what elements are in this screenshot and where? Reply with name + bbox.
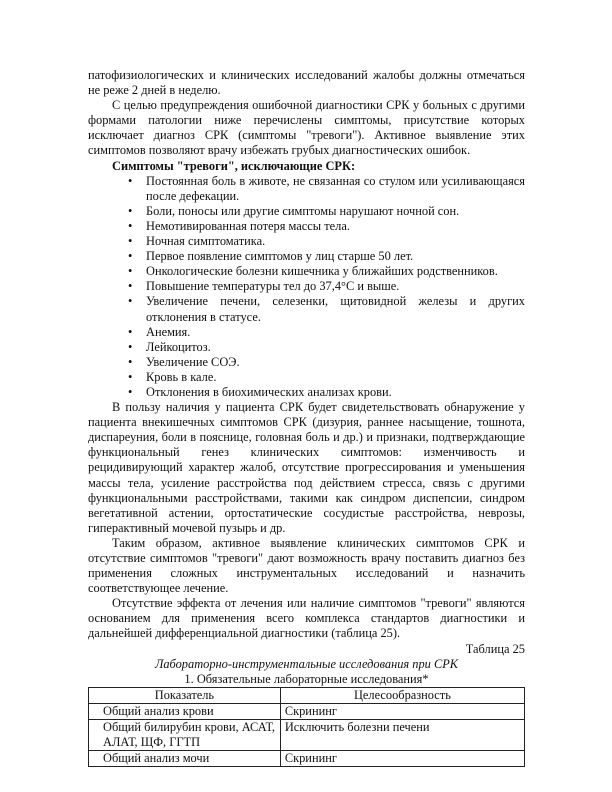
list-item: • Повышение температуры тел до 37,4°С и выше. xyxy=(146,279,525,294)
list-item: • Лейкоцитоз. xyxy=(146,340,525,355)
table-number: Таблица 25 xyxy=(465,641,525,656)
list-item: • Ночная симптоматика. xyxy=(146,234,525,249)
table-cell-purpose: Скрининг xyxy=(280,703,524,719)
list-item: • Анемия. xyxy=(146,325,525,340)
table-cell-indicator: Общий анализ крови xyxy=(89,703,281,719)
table-row xyxy=(89,703,525,719)
document-page xyxy=(88,68,525,767)
paragraph-diagnostics: Отсутствие эффекта от лечения или наличие симптомов "тревоги" являются основанием для применения всего комплекса стандартов диагностики и дальнейшей дифференциальной диагностики (таблица 25). xyxy=(88,596,525,641)
list-item: • Кровь в кале. xyxy=(146,370,525,385)
table-subtitle: 1. Обязательные лабораторные исследования* xyxy=(184,671,429,686)
alarm-symptoms-list xyxy=(88,174,525,400)
alarm-symptoms-heading: Симптомы "тревоги", исключающие СРК: xyxy=(112,158,356,173)
paragraph-extraintestinal: В пользу наличия у пациента СРК будет свидетельствовать обнаружение у пациента внекишечных симптомов СРК (дизурия, раннее насыщение, тошнота, диспареуния, боли в пояснице, головная боль и др.) и признаки, подтверждающие функциональный генез клинических симптомов: изменчивость и рецидивирующий характер жалоб, отсутствие прогрессирования и уменьшения массы тела, усиление расстройства под действием стресса, связь с другими функциональными расстройствами, такими как синдром диспепсии, синдром вегетативной астении, ортостатические сосудистые расстройства, неврозы, гиперактивный мочевой пузырь и др. xyxy=(88,400,525,535)
list-item: • Увеличение печени, селезенки, щитовидной железы и других отклонения в статусе. xyxy=(146,294,525,324)
list-item: • Боли, поносы или другие симптомы нарушают ночной сон. xyxy=(146,204,525,219)
list-item: • Первое появление симптомов у лиц старше 50 лет. xyxy=(146,249,525,264)
table-row xyxy=(89,751,525,767)
column-header-purpose: Целесообразность xyxy=(280,687,524,703)
table-header-row xyxy=(89,687,525,703)
table-cell-purpose: Скрининг xyxy=(280,751,524,767)
table-title: Лабораторно-инструментальные исследования при СРК xyxy=(154,656,459,671)
list-item: • Увеличение СОЭ. xyxy=(146,355,525,370)
list-item: • Онкологические болезни кишечника у ближайших родственников. xyxy=(146,264,525,279)
table-row xyxy=(89,720,525,751)
list-item: • Постоянная боль в животе, не связанная со стулом или усиливающаяся после дефекации. xyxy=(146,174,525,204)
table-cell-indicator: Общий анализ мочи xyxy=(89,751,281,767)
paragraph-conclusion: Таким образом, активное выявление клинических симптомов СРК и отсутствие симптомов "тревоги" дают возможность врачу поставить диагноз без применения сложных инструментальных исследований и назначить соответствующее лечение. xyxy=(88,535,525,596)
table-cell-indicator: Общий билирубин крови, АСАТ, АЛАТ, ЩФ, ГГТП xyxy=(89,720,281,751)
lab-tests-table xyxy=(88,687,525,767)
column-header-indicator: Показатель xyxy=(89,687,281,703)
paragraph-alarm-purpose: С целью предупреждения ошибочной диагностики СРК у больных с другими формами патологии ниже перечислены симптомы, присутствие которых исключает диагноз СРК (симптомы "тревоги"). Активное выявление этих симптомов позволяют врачу избежать грубых диагностических ошибок. xyxy=(88,98,525,158)
table-cell-purpose: Исключить болезни печени xyxy=(280,720,524,751)
list-item: • Немотивированная потеря массы тела. xyxy=(146,219,525,234)
paragraph-intro-end: патофизиологических и клинических исследований жалобы должны отмечаться не реже 2 дней в неделю. xyxy=(88,68,525,98)
list-item: • Отклонения в биохимических анализах крови. xyxy=(146,385,525,400)
